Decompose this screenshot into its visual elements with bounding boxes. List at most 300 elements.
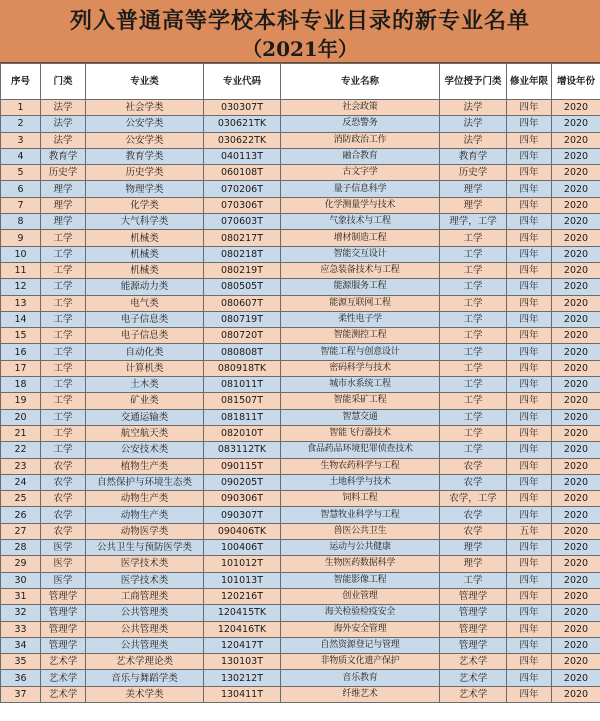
table-row [1,116,600,132]
cell-category: 理学 [41,181,86,197]
cell-year: 2020 [552,393,600,409]
table-row [1,165,600,181]
cell-name: 创业管理 [281,588,440,604]
cell-seq: 23 [1,458,41,474]
cell-seq: 6 [1,181,41,197]
title-banner [0,0,600,63]
cell-seq: 22 [1,442,41,458]
cell-code: 090307T [204,507,281,523]
cell-year: 2020 [552,409,600,425]
cell-duration: 四年 [507,181,552,197]
cell-year: 2020 [552,605,600,621]
cell-seq: 1 [1,100,41,116]
cell-duration: 四年 [507,295,552,311]
header-class: 专业类 [86,64,204,100]
cell-duration: 四年 [507,132,552,148]
cell-seq: 35 [1,654,41,670]
cell-year: 2020 [552,540,600,556]
cell-code: 030622TK [204,132,281,148]
cell-degree: 农学 [440,458,507,474]
cell-name: 柔性电子学 [281,311,440,327]
cell-category: 理学 [41,214,86,230]
header-name: 专业名称 [281,64,440,100]
cell-code: 090406TK [204,523,281,539]
cell-name: 音乐教育 [281,670,440,686]
cell-code: 120416TK [204,621,281,637]
cell-code: 030307T [204,100,281,116]
cell-duration: 四年 [507,670,552,686]
cell-category: 管理学 [41,621,86,637]
cell-name: 智能工程与创意设计 [281,344,440,360]
cell-duration: 四年 [507,344,552,360]
cell-duration: 四年 [507,230,552,246]
cell-year: 2020 [552,491,600,507]
cell-duration: 四年 [507,605,552,621]
cell-degree: 理学 [440,556,507,572]
cell-seq: 7 [1,197,41,213]
cell-name: 运动与公共健康 [281,540,440,556]
cell-duration: 四年 [507,458,552,474]
cell-name: 兽医公共卫生 [281,523,440,539]
cell-duration: 四年 [507,148,552,164]
cell-code: 100406T [204,540,281,556]
cell-year: 2020 [552,442,600,458]
cell-code: 090115T [204,458,281,474]
cell-name: 自然资源登记与管理 [281,637,440,653]
cell-category: 法学 [41,100,86,116]
cell-category: 教育学 [41,148,86,164]
header-year: 增设年份 [552,64,600,100]
cell-seq: 33 [1,621,41,637]
cell-name: 饲料工程 [281,491,440,507]
cell-category: 农学 [41,507,86,523]
cell-year: 2020 [552,507,600,523]
cell-year: 2020 [552,116,600,132]
cell-degree: 工学 [440,377,507,393]
cell-seq: 34 [1,637,41,653]
cell-category: 工学 [41,311,86,327]
cell-name: 土地科学与技术 [281,474,440,490]
table-row [1,588,600,604]
cell-seq: 31 [1,588,41,604]
cell-degree: 工学 [440,572,507,588]
cell-name: 智能影像工程 [281,572,440,588]
cell-class: 植物生产类 [86,458,204,474]
cell-code: 080218T [204,246,281,262]
cell-category: 艺术学 [41,686,86,702]
cell-name: 消防政治工作 [281,132,440,148]
table-body [1,100,600,703]
cell-degree: 教育学 [440,148,507,164]
document-title: 列入普通高等学校本科专业目录的新专业名单 [69,8,530,34]
table-row [1,507,600,523]
cell-category: 艺术学 [41,670,86,686]
cell-seq: 2 [1,116,41,132]
cell-seq: 25 [1,491,41,507]
cell-year: 2020 [552,328,600,344]
cell-name: 海外安全管理 [281,621,440,637]
cell-code: 080219T [204,262,281,278]
cell-degree: 农学，工学 [440,491,507,507]
cell-duration: 四年 [507,246,552,262]
cell-seq: 16 [1,344,41,360]
cell-year: 2020 [552,523,600,539]
cell-name: 反恐警务 [281,116,440,132]
cell-year: 2020 [552,670,600,686]
cell-year: 2020 [552,686,600,702]
cell-class: 美术学类 [86,686,204,702]
cell-seq: 9 [1,230,41,246]
header-code: 专业代码 [204,64,281,100]
table-row [1,442,600,458]
table-row [1,246,600,262]
cell-seq: 37 [1,686,41,702]
cell-degree: 管理学 [440,621,507,637]
cell-duration: 四年 [507,409,552,425]
cell-degree: 工学 [440,409,507,425]
table-row [1,148,600,164]
cell-duration: 五年 [507,523,552,539]
cell-degree: 理学，工学 [440,214,507,230]
cell-code: 081811T [204,409,281,425]
cell-code: 070603T [204,214,281,230]
header-seq: 序号 [1,64,41,100]
cell-category: 工学 [41,393,86,409]
cell-degree: 工学 [440,360,507,376]
cell-seq: 20 [1,409,41,425]
table-row [1,344,600,360]
cell-duration: 四年 [507,556,552,572]
cell-category: 工学 [41,246,86,262]
cell-seq: 19 [1,393,41,409]
cell-seq: 5 [1,165,41,181]
cell-class: 公共卫生与预防医学类 [86,540,204,556]
cell-seq: 14 [1,311,41,327]
table-row [1,686,600,702]
cell-degree: 工学 [440,344,507,360]
table-row [1,556,600,572]
cell-category: 工学 [41,442,86,458]
cell-seq: 17 [1,360,41,376]
cell-category: 管理学 [41,637,86,653]
table-row [1,100,600,116]
table-row [1,474,600,490]
cell-class: 公共管理类 [86,637,204,653]
cell-year: 2020 [552,295,600,311]
table-row [1,279,600,295]
header-category: 门类 [41,64,86,100]
cell-code: 080607T [204,295,281,311]
cell-name: 智能测控工程 [281,328,440,344]
cell-seq: 26 [1,507,41,523]
cell-year: 2020 [552,458,600,474]
cell-year: 2020 [552,230,600,246]
cell-category: 工学 [41,328,86,344]
cell-duration: 四年 [507,393,552,409]
table-row [1,523,600,539]
cell-degree: 理学 [440,197,507,213]
cell-code: 080719T [204,311,281,327]
cell-code: 080918TK [204,360,281,376]
cell-degree: 工学 [440,393,507,409]
cell-duration: 四年 [507,507,552,523]
cell-code: 101012T [204,556,281,572]
cell-seq: 3 [1,132,41,148]
cell-class: 电子信息类 [86,311,204,327]
cell-degree: 工学 [440,328,507,344]
cell-duration: 四年 [507,360,552,376]
cell-degree: 农学 [440,474,507,490]
cell-year: 2020 [552,425,600,441]
cell-name: 社会政策 [281,100,440,116]
table-row [1,637,600,653]
cell-class: 艺术学理论类 [86,654,204,670]
cell-degree: 农学 [440,523,507,539]
cell-name: 智能采矿工程 [281,393,440,409]
cell-code: 040113T [204,148,281,164]
cell-seq: 12 [1,279,41,295]
cell-degree: 管理学 [440,637,507,653]
table-row [1,425,600,441]
cell-name: 增材制造工程 [281,230,440,246]
cell-degree: 理学 [440,181,507,197]
cell-class: 社会学类 [86,100,204,116]
cell-class: 公共管理类 [86,605,204,621]
cell-year: 2020 [552,246,600,262]
cell-name: 智慧交通 [281,409,440,425]
cell-year: 2020 [552,311,600,327]
cell-code: 060108T [204,165,281,181]
cell-degree: 工学 [440,230,507,246]
cell-category: 工学 [41,344,86,360]
cell-class: 机械类 [86,262,204,278]
cell-year: 2020 [552,214,600,230]
table-row [1,311,600,327]
cell-duration: 四年 [507,100,552,116]
header-degree: 学位授予门类 [440,64,507,100]
cell-category: 工学 [41,262,86,278]
cell-code: 120415TK [204,605,281,621]
cell-seq: 21 [1,425,41,441]
cell-duration: 四年 [507,214,552,230]
cell-class: 公安学类 [86,116,204,132]
cell-duration: 四年 [507,686,552,702]
cell-class: 土木类 [86,377,204,393]
cell-duration: 四年 [507,621,552,637]
table-row [1,181,600,197]
cell-year: 2020 [552,148,600,164]
cell-category: 工学 [41,425,86,441]
document-year: （2021年） [242,37,358,61]
cell-duration: 四年 [507,377,552,393]
cell-category: 农学 [41,491,86,507]
cell-class: 航空航天类 [86,425,204,441]
cell-degree: 艺术学 [440,654,507,670]
table-row [1,491,600,507]
cell-year: 2020 [552,262,600,278]
cell-degree: 工学 [440,262,507,278]
cell-code: 070306T [204,197,281,213]
cell-seq: 18 [1,377,41,393]
cell-seq: 36 [1,670,41,686]
cell-code: 080217T [204,230,281,246]
cell-category: 工学 [41,409,86,425]
cell-name: 纤维艺术 [281,686,440,702]
cell-class: 医学技术类 [86,572,204,588]
cell-class: 计算机类 [86,360,204,376]
cell-category: 工学 [41,377,86,393]
cell-duration: 四年 [507,588,552,604]
cell-category: 法学 [41,132,86,148]
cell-duration: 四年 [507,637,552,653]
cell-category: 法学 [41,116,86,132]
cell-duration: 四年 [507,491,552,507]
cell-name: 海关检验检疫安全 [281,605,440,621]
cell-degree: 法学 [440,116,507,132]
cell-code: 090306T [204,491,281,507]
table-row [1,458,600,474]
cell-category: 农学 [41,474,86,490]
cell-name: 气象技术与工程 [281,214,440,230]
cell-code: 080720T [204,328,281,344]
table-row [1,132,600,148]
table-row [1,328,600,344]
table-row [1,295,600,311]
cell-category: 医学 [41,572,86,588]
cell-code: 130212T [204,670,281,686]
cell-name: 城市水系统工程 [281,377,440,393]
cell-code: 070206T [204,181,281,197]
cell-degree: 农学 [440,507,507,523]
cell-year: 2020 [552,279,600,295]
table-row [1,214,600,230]
cell-class: 医学技术类 [86,556,204,572]
cell-year: 2020 [552,132,600,148]
cell-class: 能源动力类 [86,279,204,295]
table-row [1,393,600,409]
cell-name: 能源服务工程 [281,279,440,295]
cell-year: 2020 [552,621,600,637]
cell-code: 082010T [204,425,281,441]
cell-code: 101013T [204,572,281,588]
cell-class: 矿业类 [86,393,204,409]
cell-degree: 工学 [440,246,507,262]
cell-duration: 四年 [507,474,552,490]
cell-name: 密码科学与技术 [281,360,440,376]
cell-name: 智能交互设计 [281,246,440,262]
table-row [1,197,600,213]
cell-name: 量子信息科学 [281,181,440,197]
cell-degree: 工学 [440,295,507,311]
cell-degree: 法学 [440,100,507,116]
cell-category: 农学 [41,458,86,474]
cell-code: 081011T [204,377,281,393]
cell-class: 自然保护与环境生态类 [86,474,204,490]
cell-degree: 工学 [440,425,507,441]
cell-code: 120417T [204,637,281,653]
cell-class: 公安学类 [86,132,204,148]
table-row [1,654,600,670]
cell-duration: 四年 [507,165,552,181]
cell-year: 2020 [552,181,600,197]
cell-code: 030621TK [204,116,281,132]
cell-code: 080808T [204,344,281,360]
cell-name: 智能飞行器技术 [281,425,440,441]
cell-class: 动物生产类 [86,491,204,507]
cell-degree: 工学 [440,311,507,327]
table-row [1,621,600,637]
cell-degree: 理学 [440,540,507,556]
cell-duration: 四年 [507,540,552,556]
cell-category: 农学 [41,523,86,539]
cell-seq: 10 [1,246,41,262]
cell-category: 工学 [41,360,86,376]
cell-degree: 管理学 [440,605,507,621]
cell-year: 2020 [552,197,600,213]
cell-class: 大气科学类 [86,214,204,230]
cell-category: 理学 [41,197,86,213]
cell-category: 工学 [41,230,86,246]
cell-category: 管理学 [41,588,86,604]
cell-class: 音乐与舞蹈学类 [86,670,204,686]
table-row [1,605,600,621]
cell-duration: 四年 [507,654,552,670]
cell-category: 工学 [41,295,86,311]
cell-category: 历史学 [41,165,86,181]
cell-seq: 30 [1,572,41,588]
cell-name: 应急装备技术与工程 [281,262,440,278]
cell-code: 080505T [204,279,281,295]
cell-class: 交通运输类 [86,409,204,425]
cell-duration: 四年 [507,262,552,278]
cell-class: 工商管理类 [86,588,204,604]
cell-duration: 四年 [507,116,552,132]
cell-code: 130103T [204,654,281,670]
cell-seq: 15 [1,328,41,344]
cell-year: 2020 [552,360,600,376]
cell-category: 医学 [41,540,86,556]
cell-class: 化学类 [86,197,204,213]
cell-year: 2020 [552,556,600,572]
cell-class: 物理学类 [86,181,204,197]
cell-year: 2020 [552,637,600,653]
cell-category: 工学 [41,279,86,295]
table-row [1,409,600,425]
cell-code: 120216T [204,588,281,604]
cell-seq: 28 [1,540,41,556]
cell-code: 090205T [204,474,281,490]
cell-class: 公安技术类 [86,442,204,458]
cell-degree: 艺术学 [440,686,507,702]
cell-code: 083112TK [204,442,281,458]
cell-seq: 4 [1,148,41,164]
majors-table [0,63,600,703]
cell-class: 教育学类 [86,148,204,164]
cell-degree: 管理学 [440,588,507,604]
cell-year: 2020 [552,377,600,393]
cell-degree: 艺术学 [440,670,507,686]
table-row [1,360,600,376]
cell-category: 管理学 [41,605,86,621]
table-row [1,540,600,556]
cell-class: 机械类 [86,246,204,262]
cell-class: 动物生产类 [86,507,204,523]
cell-duration: 四年 [507,311,552,327]
cell-code: 130411T [204,686,281,702]
cell-year: 2020 [552,344,600,360]
cell-name: 能源互联网工程 [281,295,440,311]
cell-name: 生物农药科学与工程 [281,458,440,474]
